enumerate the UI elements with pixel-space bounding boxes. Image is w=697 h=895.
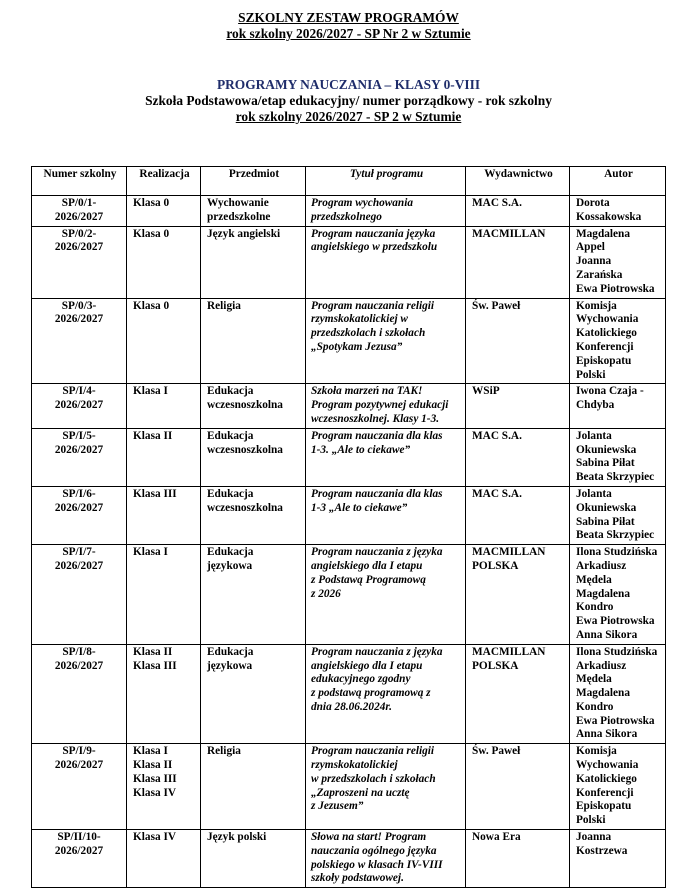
cell-autor-line: Ewa Piotrowska [576,282,655,295]
cell-autor-line: Okuniewska [576,443,637,456]
cell-realizacja [127,428,201,486]
cell-numer-line: SP/I/7- [62,546,96,559]
cell-przedmiot-line: Wychowanie [207,197,269,209]
cell-tytul-line: Program nauczania dla klas [311,487,443,500]
cell-przedmiot-line: Edukacja [207,645,254,658]
cell-wydawnictwo [466,196,570,227]
cell-wydawnictwo-line: POLSKA [472,559,519,572]
cell-realizacja-line: Klasa I [133,745,168,758]
cell-realizacja-line: Klasa 0 [133,197,170,209]
cell-przedmiot [201,384,306,428]
cell-przedmiot-line: przedszkolne [207,210,271,223]
cell-tytul-line: angielskiego dla I etapu [311,559,423,572]
cell-tytul [306,428,466,486]
cell-realizacja-line: Klasa 0 [133,227,170,240]
cell-autor [570,226,666,298]
column-header-numer: Numer szkolny [32,167,127,196]
cell-autor-line: Arkadiusz [576,659,627,672]
cell-tytul-line: w przedszkolach i szkołach [311,772,436,785]
cell-wydawnictwo [466,384,570,428]
cell-autor-line: Mędela [576,673,612,686]
cell-autor-line: Jolanta [576,429,612,442]
cell-tytul-line: szkoły podstawowej. [311,872,404,885]
cell-numer-line: 2026/2027 [54,659,104,672]
cell-przedmiot-line: Edukacja [207,385,254,398]
table-row [32,644,666,744]
cell-numer-line: 2026/2027 [54,443,104,456]
cell-wydawnictwo [466,428,570,486]
cell-numer-line: SP/0/3- [61,299,97,312]
cell-realizacja-line: Klasa III [133,772,177,785]
cell-numer-line: 2026/2027 [54,844,104,857]
cell-autor-line: Polski [576,814,606,827]
cell-autor-line: Kondro [576,700,614,713]
cell-realizacja-line: Klasa II [133,429,173,442]
cell-realizacja-line: Klasa IV [133,831,176,844]
cell-autor-line: Okuniewska [576,501,637,514]
cell-autor-line: Wychowania [576,313,639,326]
cell-autor-line: Anna Sikora [576,628,638,641]
cell-autor-line: Magdalena [576,227,630,240]
cell-realizacja [127,486,201,544]
cell-przedmiot-line: wczesnoszkolna [207,443,283,456]
cell-autor-line: Komisja [576,745,617,758]
cell-tytul-line: Program pozytywnej edukacji [311,399,449,412]
cell-tytul [306,298,466,384]
cell-przedmiot [201,226,306,298]
cell-tytul-line: „Spotykam Jezusa” [311,340,403,353]
column-header-wydawnictwo: Wydawnictwo [466,167,570,196]
cell-wydawnictwo-line: MAC S.A. [472,429,522,442]
cell-tytul-line: Program nauczania dla klas [311,429,443,442]
cell-numer-line: 2026/2027 [54,399,104,412]
cell-realizacja-line: Klasa I [133,385,168,398]
cell-tytul-line: przedszkolach i szkołach [311,327,426,340]
cell-tytul [306,226,466,298]
table-row [32,298,666,384]
cell-autor-line: Chdyba [576,399,615,412]
cell-tytul-line: dnia 28.06.2024r. [311,700,392,713]
cell-przedmiot [201,830,306,888]
cell-wydawnictwo-line: MAC S.A. [472,487,522,500]
programs-table [31,166,666,888]
cell-autor [570,384,666,428]
cell-tytul-line: „Zaproszeni na ucztę [311,786,410,799]
cell-tytul-line: Program nauczania z języka [311,645,443,658]
cell-autor-line: Wychowania [576,759,639,772]
cell-autor-line: Kossakowska [576,210,642,223]
cell-numer [32,830,127,888]
cell-tytul-line: nauczania ogólnego języka [311,844,437,857]
cell-autor-line: Komisja [576,299,617,312]
section-school-year: rok szkolny 2026/2027 - SP 2 w Sztumie [235,109,462,124]
cell-autor-line: Episkopatu [576,800,632,813]
cell-wydawnictwo [466,830,570,888]
table-row [32,384,666,428]
cell-autor-line: Magdalena [576,587,630,600]
table-header-row [32,167,666,196]
column-header-autor: Autor [570,167,666,196]
cell-tytul [306,196,466,227]
cell-tytul [306,830,466,888]
cell-realizacja [127,545,201,645]
cell-przedmiot-line: wczesnoszkolna [207,501,283,514]
cell-tytul-line: 1-3. „Ale to ciekawe” [311,443,411,456]
cell-numer [32,298,127,384]
cell-numer-line: SP/II/10- [57,831,101,844]
section-header [0,77,697,125]
cell-wydawnictwo-line: MACMILLAN [472,645,546,658]
cell-przedmiot-line: Religia [207,299,241,312]
cell-numer [32,644,127,744]
cell-przedmiot-line: Edukacja [207,429,254,442]
cell-realizacja-line: Klasa I [133,546,168,559]
cell-autor-line: Arkadiusz [576,559,627,572]
cell-autor-line: Jolanta [576,487,612,500]
cell-realizacja [127,644,201,744]
section-description: Szkoła Podstawowa/etap edukacyjny/ numer porządkowy - rok szkolny [145,93,552,108]
cell-autor [570,545,666,645]
cell-wydawnictwo [466,226,570,298]
column-header-przedmiot: Przedmiot [201,167,306,196]
cell-wydawnictwo [466,486,570,544]
cell-numer-line: SP/I/5- [62,429,96,442]
cell-przedmiot-line: Język angielski [207,227,281,240]
cell-numer-line: 2026/2027 [54,241,104,254]
cell-numer [32,744,127,830]
cell-przedmiot [201,298,306,384]
cell-wydawnictwo-line: Św. Paweł [472,745,521,758]
cell-tytul-line: Program nauczania z języka [311,546,443,559]
cell-realizacja [127,298,201,384]
cell-autor-line: Ilona Studzińska [576,546,658,559]
table-row [32,196,666,227]
cell-autor-line: Dorota [576,197,610,209]
cell-tytul-line: z Jezusem” [311,800,364,813]
cell-numer [32,196,127,227]
section-title: PROGRAMY NAUCZANIA – KLASY 0-VIII [216,77,481,92]
cell-numer-line: 2026/2027 [54,210,104,223]
cell-tytul-line: Program nauczania religii [311,299,435,312]
cell-autor-line: Ewa Piotrowska [576,714,655,727]
cell-przedmiot-line: Edukacja [207,546,254,559]
cell-autor-line: Konferencji [576,786,634,799]
cell-przedmiot [201,744,306,830]
table-row [32,486,666,544]
cell-autor-line: Polski [576,368,606,381]
cell-autor-line: Joanna [576,255,612,268]
cell-autor-line: Kostrzewa [576,844,628,857]
cell-realizacja-line: Klasa III [133,487,177,500]
cell-autor-line: Joanna [576,831,612,844]
cell-tytul-line: edukacyjnego zgodny [311,673,411,686]
cell-tytul [306,384,466,428]
cell-realizacja-line: Klasa IV [133,786,176,799]
cell-numer-line: SP/I/6- [62,487,96,500]
cell-przedmiot [201,486,306,544]
cell-numer-line: 2026/2027 [54,313,104,326]
cell-tytul-line: polskiego w klasach IV-VIII [311,858,443,871]
cell-autor-line: Sabina Piłat [576,515,635,528]
cell-przedmiot-line: językowa [207,659,253,672]
column-header-realizacja: Realizacja [127,167,201,196]
cell-realizacja-line: Klasa II [133,645,173,658]
cell-autor [570,196,666,227]
cell-tytul-line: z 2026 [311,587,341,600]
cell-autor [570,644,666,744]
cell-tytul-line: Program nauczania języka [311,227,436,240]
document-header [0,10,697,42]
cell-tytul-line: z Podstawą Programową [311,573,426,586]
cell-przedmiot [201,196,306,227]
cell-przedmiot-line: Religia [207,745,241,758]
cell-przedmiot [201,644,306,744]
cell-tytul-line: z podstawą programową z [311,687,431,700]
cell-wydawnictwo-line: MACMILLAN [472,546,546,559]
cell-realizacja [127,196,201,227]
cell-wydawnictwo-line: Nowa Era [472,831,521,844]
cell-autor-line: Episkopatu [576,354,632,367]
cell-autor [570,486,666,544]
cell-realizacja-line: Klasa III [133,659,177,672]
cell-tytul-line: Szkoła marzeń na TAK! [311,385,423,398]
cell-tytul [306,644,466,744]
table-body [32,196,666,888]
cell-autor [570,830,666,888]
cell-wydawnictwo [466,545,570,645]
cell-autor [570,298,666,384]
cell-przedmiot-line: Edukacja [207,487,254,500]
cell-autor-line: Konferencji [576,340,634,353]
cell-autor [570,744,666,830]
cell-numer-line: SP/0/2- [61,227,97,240]
cell-autor-line: Ewa Piotrowska [576,615,655,628]
table-row [32,744,666,830]
cell-autor-line: Mędela [576,573,612,586]
cell-wydawnictwo [466,298,570,384]
cell-numer-line: 2026/2027 [54,501,104,514]
cell-realizacja-line: Klasa 0 [133,299,170,312]
table-row [32,428,666,486]
table-row [32,830,666,888]
document-subtitle: rok szkolny 2026/2027 - SP Nr 2 w Sztumie [226,26,471,41]
cell-tytul [306,486,466,544]
cell-tytul [306,744,466,830]
cell-numer [32,545,127,645]
cell-realizacja-line: Klasa II [133,759,173,772]
cell-realizacja [127,226,201,298]
cell-tytul-line: angielskiego w przedszkolu [311,241,438,254]
cell-numer-line: SP/I/8- [62,645,96,658]
cell-wydawnictwo-line: MACMILLAN [472,227,546,240]
cell-tytul [306,545,466,645]
cell-tytul-line: Program wychowania [311,197,413,209]
cell-autor-line: Appel [576,241,605,254]
cell-wydawnictwo-line: POLSKA [472,659,519,672]
cell-autor-line: Beata Skrzypiec [576,471,655,484]
cell-autor-line: Sabina Piłat [576,457,635,470]
cell-tytul-line: przedszkolnego [311,210,382,223]
cell-tytul-line: angielskiego dla I etapu [311,659,423,672]
cell-tytul-line: wczesnoszkolnej. Klasy 1-3. [311,412,440,425]
cell-przedmiot-line: wczesnoszkolna [207,399,283,412]
cell-wydawnictwo-line: WSiP [472,385,500,398]
cell-tytul-line: 1-3 „Ale to ciekawe” [311,501,408,514]
cell-autor-line: Kondro [576,601,614,614]
cell-autor-line: Zarańska [576,268,623,281]
cell-numer [32,384,127,428]
cell-tytul-line: Słowa na start! Program [311,831,427,844]
cell-autor-line: Magdalena [576,687,630,700]
cell-autor-line: Anna Sikora [576,728,638,741]
table-row [32,226,666,298]
cell-realizacja [127,384,201,428]
cell-realizacja [127,830,201,888]
cell-tytul-line: Program nauczania religii [311,745,435,758]
cell-wydawnictwo [466,744,570,830]
cell-tytul-line: rzymskokatolickiej [311,759,398,772]
cell-autor-line: Beata Skrzypiec [576,529,655,542]
cell-realizacja [127,744,201,830]
cell-przedmiot [201,545,306,645]
cell-autor [570,428,666,486]
cell-numer-line: SP/I/4- [62,385,96,398]
cell-numer-line: 2026/2027 [54,759,104,772]
cell-przedmiot-line: Język polski [207,831,267,844]
cell-tytul-line: rzymskokatolickiej w [311,313,408,326]
cell-wydawnictwo-line: Św. Paweł [472,299,521,312]
cell-autor-line: Iwona Czaja - [576,385,644,398]
column-header-tytul: Tytuł programu [306,167,466,196]
cell-przedmiot [201,428,306,486]
cell-numer-line: SP/0/1- [61,197,97,209]
table-row [32,545,666,645]
cell-wydawnictwo-line: MAC S.A. [472,197,522,209]
cell-autor-line: Katolickiego [576,772,637,785]
cell-numer [32,226,127,298]
cell-autor-line: Ilona Studzińska [576,645,658,658]
cell-przedmiot-line: językowa [207,559,253,572]
cell-wydawnictwo [466,644,570,744]
document-title: SZKOLNY ZESTAW PROGRAMÓW [238,10,459,25]
cell-numer [32,486,127,544]
cell-numer [32,428,127,486]
cell-numer-line: 2026/2027 [54,559,104,572]
cell-autor-line: Katolickiego [576,327,637,340]
cell-numer-line: SP/I/9- [62,745,96,758]
